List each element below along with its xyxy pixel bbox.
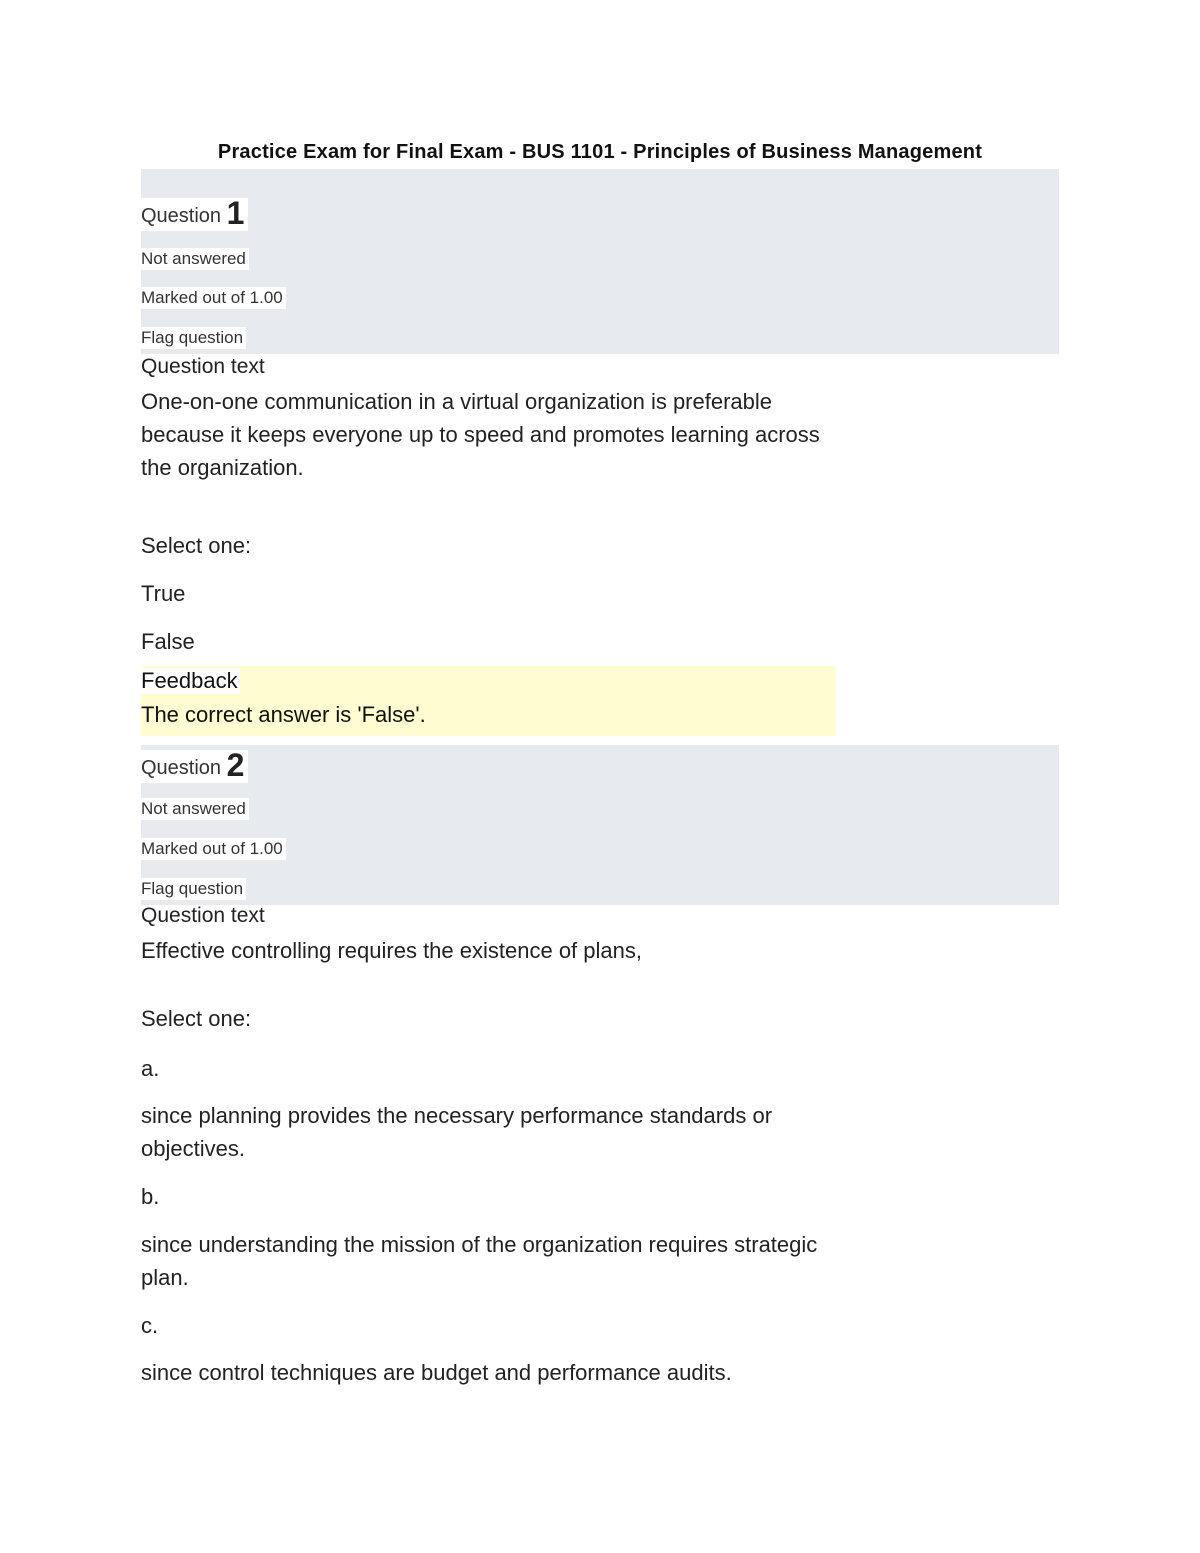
- question-number-label: [141, 195, 248, 231]
- question-text-label: Question text: [141, 355, 265, 378]
- question-info-box: [141, 745, 1059, 905]
- question-number-label: [141, 747, 248, 783]
- option-b-letter[interactable]: b.: [141, 1184, 160, 1209]
- option-false[interactable]: False: [141, 629, 195, 654]
- feedback-label: Feedback: [141, 668, 238, 693]
- flag-question-link[interactable]: Flag question: [141, 327, 246, 349]
- flag-question-link[interactable]: Flag question: [141, 878, 246, 900]
- question-info-box: [141, 169, 1059, 354]
- question-text: Effective controlling requires the existence of plans,: [141, 938, 642, 963]
- question-number: 1: [226, 195, 245, 231]
- feedback-box: [141, 666, 836, 736]
- option-a-letter[interactable]: a.: [141, 1056, 160, 1081]
- select-one-prompt: Select one:: [141, 533, 252, 558]
- question-marks: Marked out of 1.00: [141, 838, 286, 860]
- option-c-letter[interactable]: c.: [141, 1313, 159, 1338]
- question-status: Not answered: [141, 248, 249, 270]
- option-a-text[interactable]: since planning provides the necessary performance standards or objectives.: [141, 1103, 773, 1161]
- question-text-label: Question text: [141, 904, 265, 927]
- feedback-answer: The correct answer is 'False'.: [141, 702, 426, 727]
- question-label: Question: [141, 757, 222, 779]
- page-title: Practice Exam for Final Exam - BUS 1101 - Principles of Business Management: [217, 141, 983, 163]
- question-marks: Marked out of 1.00: [141, 287, 286, 309]
- option-true[interactable]: True: [141, 581, 186, 606]
- question-label: Question: [141, 205, 222, 227]
- question-number: 2: [226, 747, 245, 783]
- question-status: Not answered: [141, 798, 249, 820]
- option-c-text[interactable]: since control techniques are budget and performance audits.: [141, 1360, 732, 1385]
- select-one-prompt: Select one:: [141, 1006, 252, 1031]
- option-b-text[interactable]: since understanding the mission of the organization requires strategic plan.: [141, 1232, 818, 1290]
- question-text: One-on-one communication in a virtual organization is preferable because it keeps everyone up to speed and promotes learning across the organization.: [141, 389, 820, 480]
